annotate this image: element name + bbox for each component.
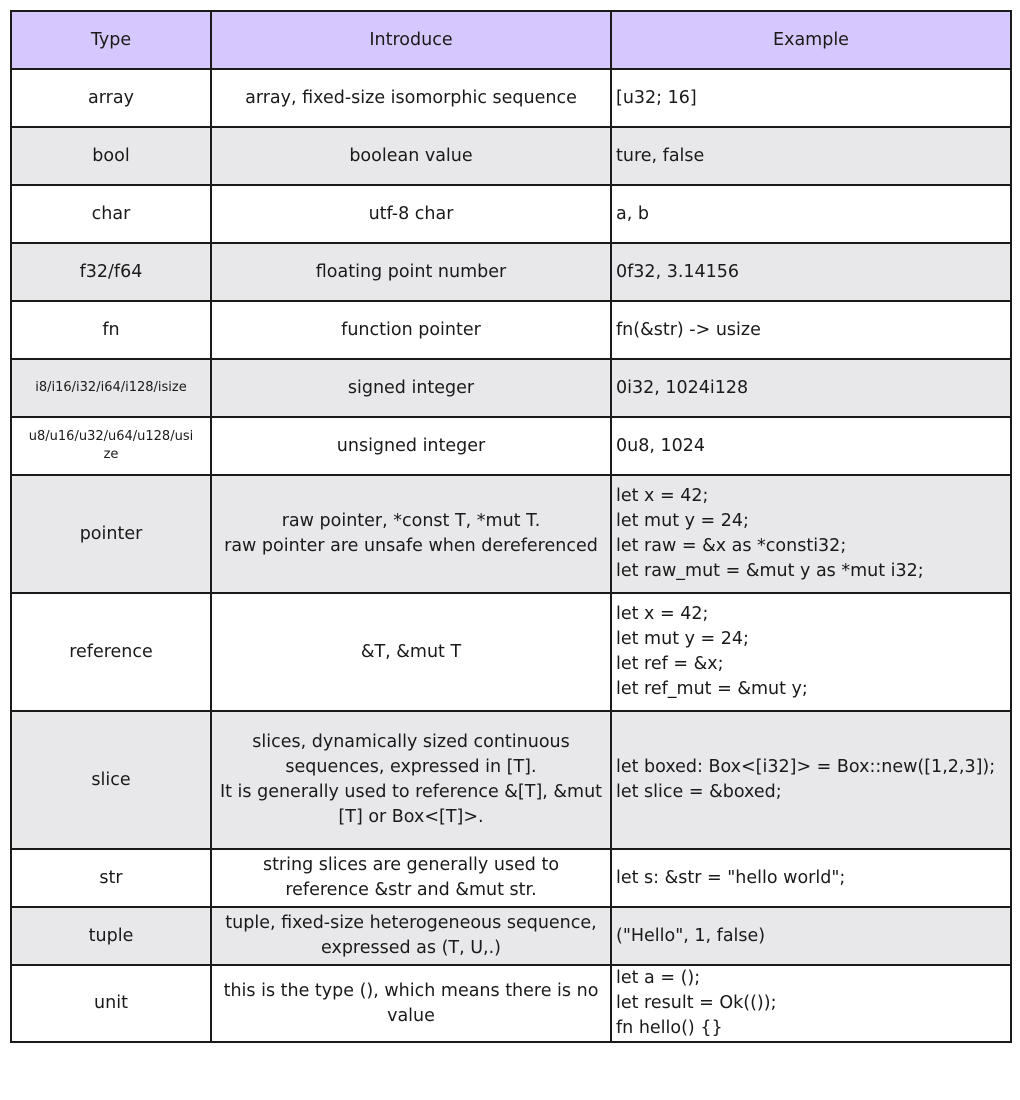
- type-cell: f32/f64: [11, 243, 211, 301]
- introduce-line: function pointer: [341, 319, 481, 340]
- example-line: let boxed: Box<[i32]> = Box::new([1,2,3]);: [616, 757, 996, 777]
- example-cell: [611, 711, 1011, 849]
- type-cell: slice: [11, 711, 211, 849]
- introduce-cell: [211, 849, 611, 907]
- table-row: [11, 359, 1011, 417]
- example-cell: [611, 907, 1011, 965]
- example-line: let mut y = 24;: [616, 511, 749, 531]
- type-cell: char: [11, 185, 211, 243]
- example-line: a, b: [616, 203, 649, 224]
- introduce-line: signed integer: [347, 377, 475, 398]
- example-cell: [611, 417, 1011, 475]
- example-line: let x = 42;: [616, 486, 709, 506]
- example-cell: [611, 185, 1011, 243]
- header-introduce: Introduce: [211, 11, 611, 69]
- table-row: [11, 185, 1011, 243]
- example-cell: [611, 359, 1011, 417]
- introduce-line: this is the type (), which means there is no: [223, 980, 599, 1001]
- example-line: let ref = &x;: [616, 654, 724, 674]
- introduce-line: raw pointer, *const T, *mut T.: [281, 511, 541, 531]
- introduce-line: utf-8 char: [368, 203, 454, 224]
- type-cell: [11, 417, 211, 475]
- example-line: [u32; 16]: [616, 87, 697, 108]
- example-line: 0i32, 1024i128: [616, 377, 749, 398]
- introduce-cell: [211, 711, 611, 849]
- type-cell: pointer: [11, 475, 211, 593]
- type-cell: reference: [11, 593, 211, 711]
- introduce-cell: [211, 907, 611, 965]
- introduce-cell: [211, 593, 611, 711]
- introduce-line: [T] or Box<[T]>.: [338, 807, 484, 827]
- example-line: 0f32, 3.14156: [616, 261, 740, 282]
- table-row: [11, 475, 1011, 593]
- type-line: u8/u16/u32/u64/u128/usi: [28, 429, 194, 444]
- header-example: Example: [611, 11, 1011, 69]
- example-line: let mut y = 24;: [616, 629, 749, 649]
- example-line: ture, false: [616, 145, 705, 166]
- introduce-line: reference &str and &mut str.: [285, 880, 537, 900]
- example-line: let a = ();: [616, 968, 701, 988]
- table-body: [11, 69, 1011, 1042]
- introduce-line: floating point number: [315, 261, 507, 282]
- introduce-cell: [211, 243, 611, 301]
- introduce-cell: [211, 417, 611, 475]
- example-cell: [611, 849, 1011, 907]
- introduce-cell: [211, 127, 611, 185]
- introduce-line: array, fixed-size isomorphic sequence: [245, 87, 577, 108]
- table-header: [11, 11, 1011, 69]
- introduce-line: sequences, expressed in [T].: [285, 757, 537, 777]
- introduce-line: &T, &mut T: [360, 641, 462, 662]
- introduce-line: raw pointer are unsafe when dereferenced: [224, 536, 598, 556]
- example-line: 0u8, 1024: [616, 435, 706, 456]
- table-row: [11, 907, 1011, 965]
- type-cell: bool: [11, 127, 211, 185]
- introduce-cell: [211, 185, 611, 243]
- example-line: fn(&str) -> usize: [616, 319, 761, 340]
- example-cell: [611, 965, 1011, 1042]
- table-row: [11, 69, 1011, 127]
- introduce-line: boolean value: [349, 145, 473, 166]
- example-line: fn hello() {}: [616, 1018, 723, 1038]
- introduce-line: unsigned integer: [336, 435, 486, 456]
- example-cell: [611, 475, 1011, 593]
- example-line: let result = Ok(());: [616, 993, 777, 1013]
- example-line: let s: &str = "hello world";: [616, 867, 846, 888]
- introduce-cell: [211, 301, 611, 359]
- introduce-line: expressed as (T, U,.): [321, 938, 501, 958]
- example-line: let raw = &x as *consti32;: [616, 536, 847, 556]
- type-cell: str: [11, 849, 211, 907]
- table-row: [11, 417, 1011, 475]
- type-cell: i8/i16/i32/i64/i128/isize: [11, 359, 211, 417]
- introduce-line: slices, dynamically sized continuous: [252, 732, 570, 752]
- table-row: [11, 711, 1011, 849]
- example-cell: [611, 69, 1011, 127]
- table-row: [11, 301, 1011, 359]
- type-cell: fn: [11, 301, 211, 359]
- example-line: let ref_mut = &mut y;: [616, 679, 808, 699]
- table-row: [11, 849, 1011, 907]
- introduce-cell: [211, 69, 611, 127]
- rust-types-table-container: [10, 10, 1012, 1043]
- example-line: let raw_mut = &mut y as *mut i32;: [616, 561, 924, 581]
- example-cell: [611, 301, 1011, 359]
- introduce-line: string slices are generally used to: [262, 855, 560, 875]
- table-row: [11, 593, 1011, 711]
- introduce-line: value: [387, 1005, 435, 1026]
- header-type: Type: [11, 11, 211, 69]
- example-cell: [611, 127, 1011, 185]
- type-cell: unit: [11, 965, 211, 1042]
- introduce-line: It is generally used to reference &[T], &mut: [219, 782, 603, 802]
- header-row: [11, 11, 1011, 69]
- example-line: let slice = &boxed;: [616, 782, 782, 802]
- type-cell: tuple: [11, 907, 211, 965]
- example-line: ("Hello", 1, false): [616, 925, 766, 946]
- type-cell: array: [11, 69, 211, 127]
- introduce-line: tuple, fixed-size heterogeneous sequence,: [225, 913, 597, 933]
- example-cell: [611, 593, 1011, 711]
- table-row: [11, 127, 1011, 185]
- example-cell: [611, 243, 1011, 301]
- table-row: [11, 965, 1011, 1042]
- introduce-cell: [211, 359, 611, 417]
- type-line: ze: [103, 447, 119, 462]
- introduce-cell: [211, 965, 611, 1042]
- introduce-cell: [211, 475, 611, 593]
- example-line: let x = 42;: [616, 604, 709, 624]
- rust-types-table: [10, 10, 1012, 1043]
- table-row: [11, 243, 1011, 301]
